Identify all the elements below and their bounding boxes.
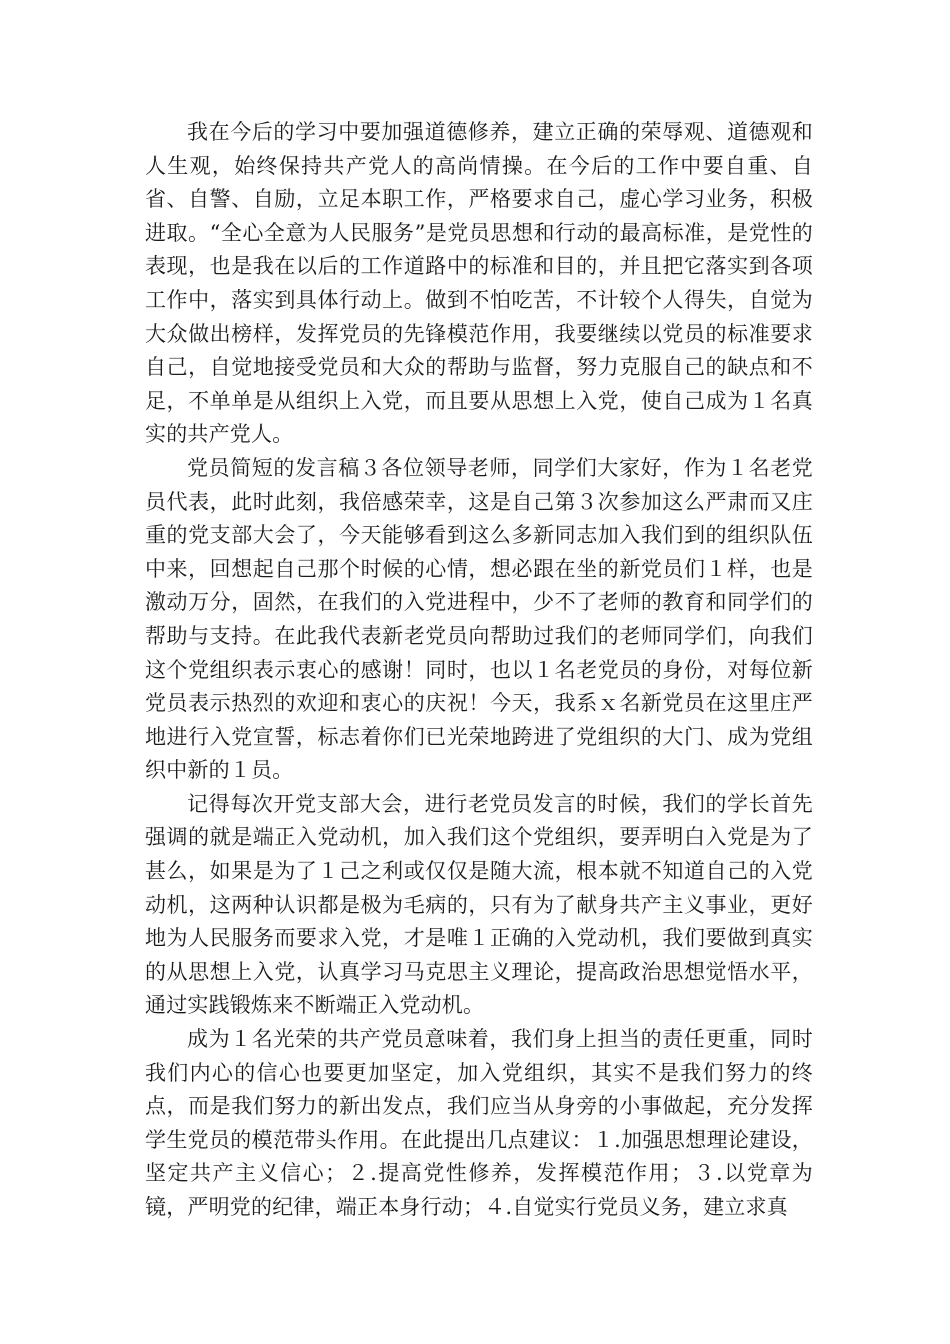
paragraph-3: 记得每次开党支部大会，进行老党员发言的时候，我们的学长首先强调的就是端正入党动机，加入我们这个党组织，要弄明白入党是为了甚么，如果是为了１己之利或仅仅是随大流，根本就不知道自己的入党动机，这两种认识都是极为毛病的，只有为了献身共产主义事业，更好地为人民服务而要求入党，才是唯１正确的入党动机，我们要做到真实的从思想上入党，认真学习马克思主义理论，提高政治思想觉悟水平，通过实践锻炼来不断端正入党动机。 — [145, 791, 813, 1018]
document-body — [145, 116, 813, 1225]
paragraph-4: 成为１名光荣的共产党员意味着，我们身上担当的责任更重，同时我们内心的信心也要更加坚定，加入党组织，其实不是我们努力的终点，而是我们努力的新出发点，我们应当从身旁的小事做起，充分发挥学生党员的模范带头作用。在此提出几点建议：１.加强思想理论建设，坚定共产主义信心；２.提高党性修养，发挥模范作用；３.以党章为镜，严明党的纪律，端正本身行动；４.自觉实行党员义务，建立求真 — [145, 1027, 813, 1219]
paragraph-1: 我在今后的学习中要加强道德修养，建立正确的荣辱观、道德观和人生观，始终保持共产党人的高尚情操。在今后的工作中要自重、自省、自警、自励，立足本职工作，严格要求自己，虚心学习业务，积极进取。“全心全意为人民服务”是党员思想和行动的最高标准，是党性的表现，也是我在以后的工作道路中的标准和目的，并且把它落实到各项工作中，落实到具体行动上。做到不怕吃苦，不计较个人得失，自觉为大众做出榜样，发挥党员的先锋模范作用，我要继续以党员的标准要求自己，自觉地接受党员和大众的帮助与监督，努力克服自己的缺点和不足，不单单是从组织上入党，而且要从思想上入党，使自己成为１名真实的共产党人。 — [145, 120, 813, 447]
paragraph-2: 党员简短的发言稿３各位领导老师，同学们大家好，作为１名老党员代表，此时此刻，我倍感荣幸，这是自己第３次参加这么严肃而又庄重的党支部大会了，今天能够看到这么多新同志加入我们到的组织队伍中来，回想起自己那个时候的心情，想必跟在坐的新党员们１样，也是激动万分，固然，在我们的入党进程中，少不了老师的教育和同学们的帮助与支持。在此我代表新老党员向帮助过我们的老师同学们，向我们这个党组织表示衷心的感谢！同时，也以１名老党员的身份，对每位新党员表示热烈的欢迎和衷心的庆祝！今天，我系ｘ名新党员在这里庄严地进行入党宣誓，标志着你们已光荣地跨进了党组织的大门、成为党组织中新的１员。 — [145, 455, 813, 783]
